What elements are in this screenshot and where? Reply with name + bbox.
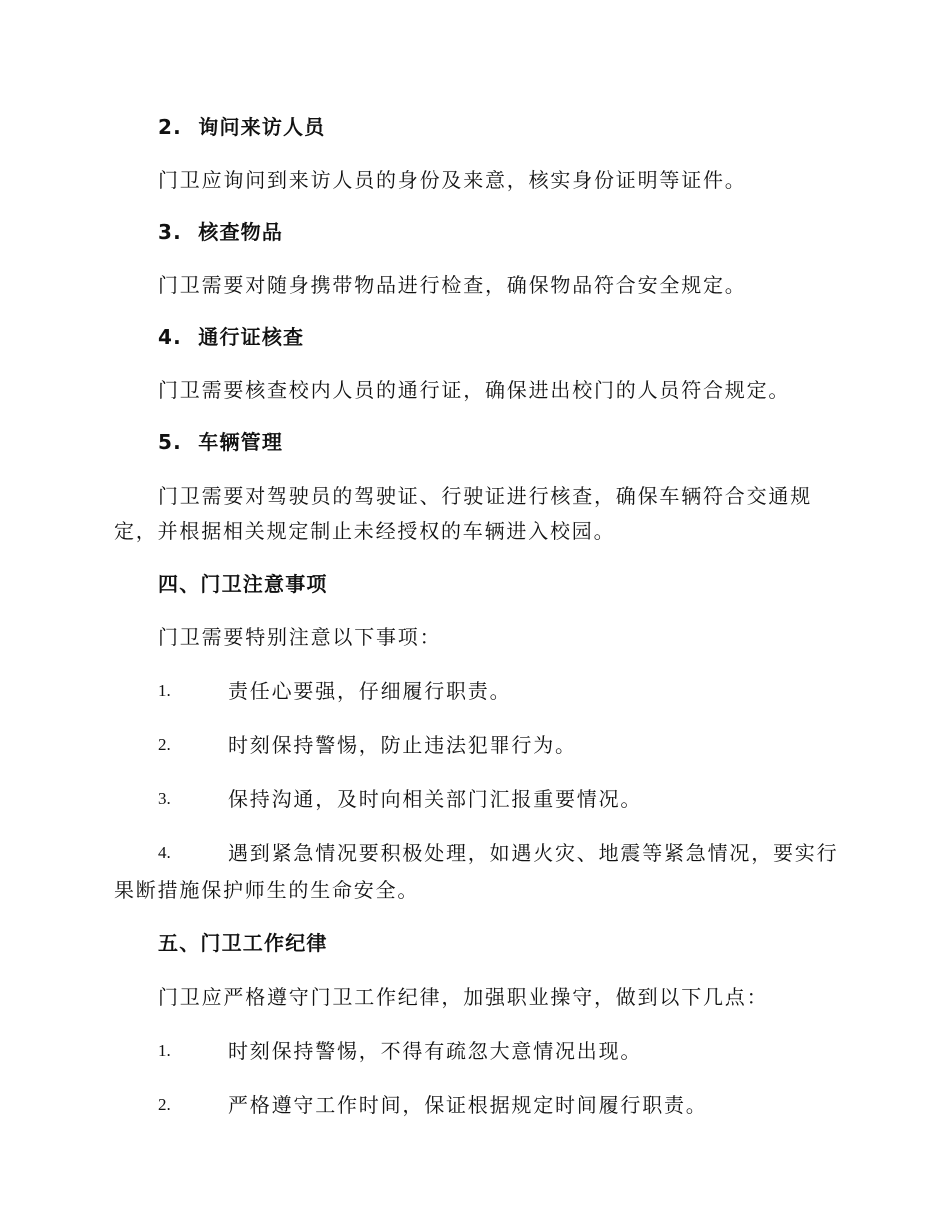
list-number: 2. [158, 735, 171, 754]
list-text: 保持沟通，及时向相关部门汇报重要情况。 [228, 787, 643, 811]
subheading-number: 5. [158, 430, 182, 454]
subheading-number: 3. [158, 220, 182, 244]
subheading-number: 4. [158, 325, 182, 349]
list-number: 2. [158, 1095, 171, 1114]
subheading-title: 车辆管理 [198, 430, 284, 454]
subheading-title: 通行证核查 [198, 325, 305, 349]
list-number: 3. [158, 789, 171, 808]
section-heading-text: 四、门卫注意事项 [158, 572, 328, 596]
paragraph-text: 定，并根据相关规定制止未经授权的车辆进入校园。 [114, 519, 616, 543]
paragraph-text: 门卫需要核查校内人员的通行证，确保进出校门的人员符合规定。 [158, 378, 791, 402]
paragraph-text: 门卫需要对驾驶员的驾驶证、行驶证进行核查，确保车辆符合交通规 [158, 484, 812, 508]
list-text: 遇到紧急情况要积极处理，如遇火灾、地震等紧急情况，要实行 [228, 841, 839, 865]
subheading-title: 询问来访人员 [198, 115, 326, 139]
intro-text: 门卫应严格遵守门卫工作纪律，加强职业操守，做到以下几点： [158, 985, 769, 1009]
list-text: 时刻保持警惕，不得有疏忽大意情况出现。 [228, 1039, 643, 1063]
list-text: 责任心要强，仔细履行职责。 [228, 679, 512, 703]
intro-text: 门卫需要特别注意以下事项： [158, 625, 442, 649]
list-text: 严格遵守工作时间，保证根据规定时间履行职责。 [228, 1093, 708, 1117]
list-number: 1. [158, 681, 171, 700]
subheading-title: 核查物品 [198, 220, 284, 244]
subheading-number: 2. [158, 115, 182, 139]
paragraph-text: 门卫需要对随身携带物品进行检查，确保物品符合安全规定。 [158, 273, 747, 297]
paragraph-text: 门卫应询问到来访人员的身份及来意，核实身份证明等证件。 [158, 168, 747, 192]
list-text: 时刻保持警惕，防止违法犯罪行为。 [228, 733, 577, 757]
list-text: 果断措施保护师生的生命安全。 [114, 878, 420, 902]
section-heading-text: 五、门卫工作纪律 [158, 931, 328, 955]
list-number: 1. [158, 1041, 171, 1060]
list-number: 4. [158, 843, 171, 862]
